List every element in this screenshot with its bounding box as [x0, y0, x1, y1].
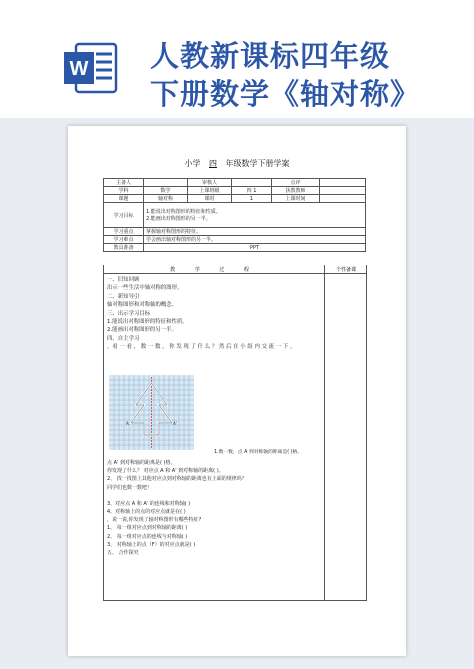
meta-row-2	[104, 187, 366, 195]
question-line: 你发现了什么？ 对应点 A 和 A' 到对称轴的距离( )。	[107, 468, 224, 475]
question-line: 1、 每一组对应点到对称轴的距离( )	[107, 525, 188, 532]
questions-block	[107, 459, 322, 557]
process-line: 一、旧知回顾	[107, 277, 140, 283]
word-document-icon	[62, 40, 122, 96]
process-header-row	[104, 265, 366, 274]
meta-cell: 1	[232, 195, 272, 203]
meta-row-3	[104, 195, 366, 203]
question-line: 同学们也数一数吧！	[107, 484, 153, 491]
meta-cell: 主备人	[104, 179, 144, 187]
prep-text: PPT	[144, 244, 366, 252]
meta-cell: 课题	[104, 195, 144, 203]
meta-cell: 四 1	[232, 187, 272, 195]
meta-cell: 课时	[188, 195, 232, 203]
meta-cell	[320, 187, 366, 195]
goals-row	[104, 203, 366, 228]
goal-item: 2.能画出对称图形的另一半。	[146, 216, 211, 222]
tree-grid-figure	[109, 375, 194, 450]
question-line: 点 A' 到对称轴的距离是( )格。	[107, 460, 176, 466]
question-line: 2、 每一组对应点的连线与对称轴( )	[107, 533, 188, 540]
difficulty-text: 学会画出轴对称图形的另一半。	[144, 236, 366, 244]
question-1: 1.数一数，点 A 到对称轴的距离是( )格。	[214, 450, 303, 455]
meta-cell: 轴对称	[144, 195, 188, 203]
process-text-block	[107, 276, 322, 352]
point-a-prime-label: A'	[173, 421, 177, 426]
meta-cell: 上课班级	[188, 187, 232, 195]
question-line	[107, 492, 322, 500]
header-banner	[0, 0, 474, 118]
difficulty-label: 学习难点	[104, 236, 144, 244]
banner-title-line-2: 下册数学《轴对称》	[150, 77, 421, 111]
doc-title-prefix: 小学	[184, 159, 201, 168]
process-line: 1.能说出对称图形的特征和性质。	[107, 319, 188, 326]
meta-cell	[320, 179, 366, 187]
process-line: 轴对称图形和对称轴的概念。	[107, 302, 178, 309]
process-line: 四、自主学习	[107, 335, 140, 342]
process-line: 2.能画出对称图形的另一半。	[107, 327, 177, 334]
question-line: 4、对称轴上的点的对应点就是在( )	[107, 509, 186, 516]
meta-cell	[144, 179, 188, 187]
question-line: 五、 合作探究	[107, 550, 139, 557]
process-line: 出示一些生活中轴对称的图形。	[107, 285, 183, 292]
goal-item: 1.能说出对称图形的特征和性质。	[146, 209, 221, 215]
process-header: 教 学 过 程	[170, 267, 258, 273]
key-point-row	[104, 228, 366, 236]
goals-label: 学习目标	[104, 203, 144, 228]
goals-text	[144, 203, 366, 228]
question-line: 3、 对称轴上的点（F）的对应点就是( )	[107, 541, 196, 548]
lesson-meta-table	[103, 178, 366, 252]
process-line: 二、新知导引	[107, 293, 140, 300]
doc-title-grade: 四	[209, 159, 217, 168]
key-point-text: 掌握轴对称图形的特征。	[144, 228, 366, 236]
meta-cell: 点评	[272, 179, 320, 187]
question-line: 3、对应点 A 和 A' 的连线和对称轴( )	[107, 500, 191, 507]
meta-cell: 学科	[104, 187, 144, 195]
prep-row	[104, 244, 366, 252]
teaching-process-section	[103, 265, 367, 601]
meta-cell: 执教教师	[272, 187, 320, 195]
meta-cell: 数学	[144, 187, 188, 195]
point-a-label: A	[126, 421, 129, 426]
prep-label: 教具准备	[104, 244, 144, 252]
question-line: ，说一说,你发现了轴对称图形有哪些特征?	[107, 517, 202, 524]
meta-cell: 上课时间	[272, 195, 320, 203]
meta-cell	[232, 179, 272, 187]
document-page	[68, 126, 406, 656]
word-icon-letter: W	[69, 58, 89, 80]
notes-header: 个性备课	[335, 267, 356, 273]
process-line: 三、出示学习目标	[107, 310, 151, 317]
key-point-label: 学习重点	[104, 228, 144, 236]
doc-title	[68, 158, 406, 169]
meta-cell	[320, 195, 366, 203]
meta-row-1	[104, 179, 366, 187]
question-line: 2、 找一找图上其他对应点到对称轴的距离也有上面的规律吗？	[107, 476, 247, 483]
notes-column-divider	[324, 265, 325, 600]
banner-title-line-1: 人教新课标四年级	[150, 39, 391, 73]
process-line: 。看 一 看 ， 数 一 数 ， 你 发 现 了 什 么 ？ 然 后 在 小 组 内 交 流 一 下 。	[107, 344, 296, 351]
difficulty-row	[104, 236, 366, 244]
meta-cell: 审核人	[188, 179, 232, 187]
doc-title-suffix: 年级数学下册学案	[225, 159, 290, 168]
